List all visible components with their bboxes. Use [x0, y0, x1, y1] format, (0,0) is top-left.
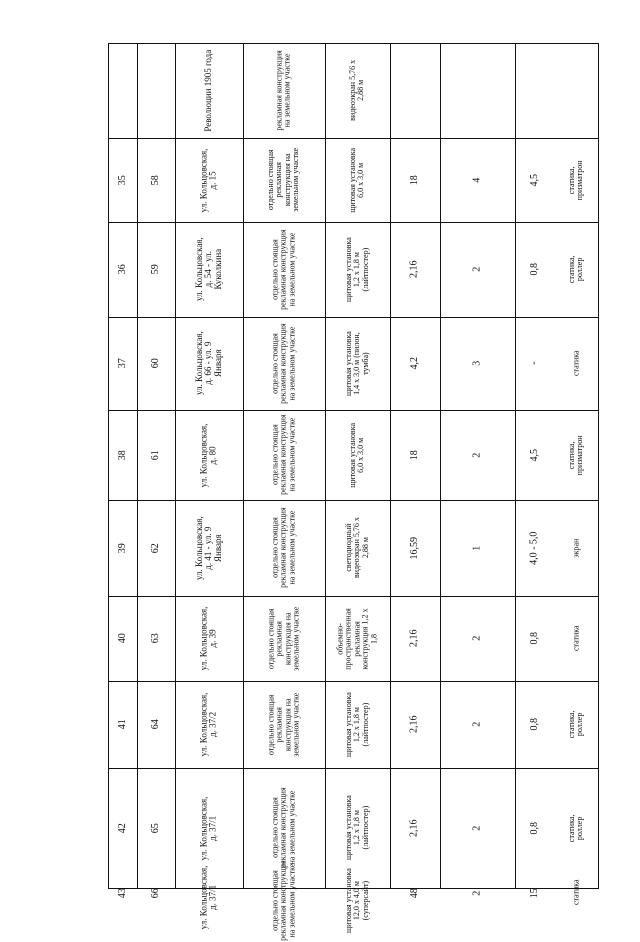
cell-text-n: 38 — [116, 450, 128, 460]
cell-text-details: щитовая установка 1,2 х 1,8 м (лайтпостер) — [343, 692, 370, 757]
cell-text-kind: экран — [571, 538, 581, 558]
cell-sides — [440, 596, 515, 681]
cell-text-n: 40 — [116, 633, 128, 644]
cell-text-reg: 61 — [149, 450, 161, 460]
cell-n — [108, 500, 137, 596]
cell-text-height: 15 — [528, 888, 540, 899]
cell-text-reg: 65 — [149, 823, 161, 833]
cell-text-area: 18 — [408, 175, 420, 185]
cell-text-details: объемно-пространственная рекламная конструкция 1,2 х 1,8 — [335, 607, 379, 670]
cell-type — [243, 860, 325, 941]
cell-text-details: щитовая установка 6,0 х 3,0 м — [348, 147, 366, 213]
cell-text-kind: статика, роллер — [567, 710, 585, 739]
cell-text-height: 0,8 — [528, 632, 540, 645]
cell-details — [325, 222, 390, 317]
cell-text-type: отдельно стоящая рекламная конструкция на земельном участке — [266, 606, 301, 671]
cell-text-type: отдельно стоящая рекламная конструкция на земельном участке — [266, 148, 301, 213]
cell-text-address: ул. Кольцовская, д. 37/1 — [198, 865, 218, 930]
cell-text-details: щитовая установка 6,0 х 3,0 м — [348, 422, 366, 488]
cell-sides — [440, 500, 515, 596]
cell-n — [108, 222, 137, 317]
cell-reg — [137, 596, 175, 681]
cell-text-height: - — [528, 361, 540, 366]
cell-area — [390, 888, 440, 899]
cell-details — [325, 681, 390, 768]
cell-text-kind: статика — [571, 879, 581, 905]
cell-n — [108, 768, 137, 888]
cell-area — [390, 410, 440, 500]
cell-details — [325, 138, 390, 222]
cell-text-type: отдельно стоящая рекламная конструкция на земельном участке — [270, 860, 297, 941]
cell-height — [515, 768, 555, 888]
cell-n — [108, 888, 137, 899]
cell-text-area: 18 — [408, 450, 420, 460]
cell-text-area: 2,16 — [408, 629, 420, 648]
cell-type — [243, 138, 325, 222]
header-type: рекламная конструкция на земельном участке — [274, 50, 292, 131]
cell-address — [175, 865, 243, 930]
cell-text-n: 42 — [116, 823, 128, 833]
cell-text-address: ул. Кольцовская, д. 41 - ул. 9 Января — [193, 516, 223, 580]
cell-text-details: щитовая установка 1,4 х 3,0 м (пилон, тумба) — [343, 331, 370, 396]
cell-type — [243, 681, 325, 768]
cell-details — [325, 500, 390, 596]
cell-text-height: 4,5 — [528, 173, 540, 187]
cell-area — [390, 317, 440, 410]
cell-reg — [137, 888, 175, 899]
cell-kind — [555, 317, 598, 410]
cell-text-area: 48 — [408, 888, 420, 899]
cell-address — [175, 410, 243, 500]
cell-text-sides: 2 — [471, 636, 483, 641]
cell-area — [390, 222, 440, 317]
cell-address — [175, 222, 243, 317]
cell-n — [108, 138, 137, 222]
cell-address — [175, 138, 243, 222]
cell-text-details: щитовая установка 1,2 х 1,8 м (лайтпостер) — [343, 795, 370, 861]
cell-sides — [440, 317, 515, 410]
cell-text-reg: 66 — [149, 888, 161, 899]
cell-sides — [440, 681, 515, 768]
cell-type — [243, 222, 325, 317]
cell-sides — [440, 222, 515, 317]
cell-text-address: ул. Кольцовская, д. 15 — [198, 148, 218, 212]
cell-text-area: 16,59 — [408, 536, 420, 560]
cell-text-n: 39 — [116, 543, 128, 553]
cell-text-n: 36 — [116, 264, 128, 275]
cell-address — [175, 596, 243, 681]
cell-text-reg: 64 — [149, 719, 161, 730]
cell-reg — [137, 768, 175, 888]
table-border-right — [598, 43, 599, 889]
cell-area — [390, 138, 440, 222]
cell-text-reg: 63 — [149, 633, 161, 644]
cell-sides — [440, 888, 515, 899]
cell-text-details: щитовая установка 1,2 х 1,8 м (лайтпостер) — [343, 237, 370, 302]
cell-type — [243, 596, 325, 681]
cell-reg — [137, 681, 175, 768]
cell-sides — [440, 768, 515, 888]
cell-text-address: ул. Кольцовская, д. 80 — [198, 423, 218, 487]
header-address: Революции 1905 года — [203, 49, 214, 132]
cell-n — [108, 596, 137, 681]
cell-area — [390, 596, 440, 681]
cell-text-sides: 2 — [471, 722, 483, 727]
cell-type — [243, 410, 325, 500]
header-address-cell — [175, 43, 243, 138]
cell-text-reg: 59 — [149, 264, 161, 275]
cell-height — [515, 410, 555, 500]
cell-address — [175, 681, 243, 768]
cell-area — [390, 500, 440, 596]
header-type-cell — [243, 43, 325, 138]
header-details-cell — [325, 43, 390, 138]
cell-reg — [137, 138, 175, 222]
cell-kind — [555, 681, 598, 768]
cell-text-sides: 2 — [471, 452, 483, 458]
cell-text-area: 4,2 — [408, 357, 420, 370]
cell-n — [108, 317, 137, 410]
cell-reg — [137, 500, 175, 596]
cell-sides — [440, 410, 515, 500]
cell-text-area: 2,16 — [408, 715, 420, 734]
cell-text-area: 2,16 — [408, 260, 420, 279]
cell-text-details: щитовая установка 12,0 х 4,0 м (суперсайт) — [343, 868, 370, 933]
cell-text-reg: 58 — [149, 175, 161, 185]
cell-text-type: отдельно стоящая рекламная конструкция на земельном участке — [270, 787, 297, 869]
cell-height — [515, 888, 555, 899]
cell-address — [175, 317, 243, 410]
cell-text-details: светодиодный видеоэкран 5,76 х 2,88 м — [343, 517, 370, 579]
cell-height — [515, 222, 555, 317]
cell-text-kind: статика, роллер — [567, 255, 585, 284]
cell-kind — [555, 768, 598, 888]
cell-height — [515, 317, 555, 410]
cell-text-type: отдельно стоящая рекламная конструкция на земельном участке — [270, 414, 297, 496]
cell-text-address: ул. Кольцовская, д. 39 — [198, 606, 218, 671]
cell-kind — [555, 222, 598, 317]
cell-text-kind: статика, призматрон — [567, 435, 585, 475]
cell-text-type: отдельно стоящая рекламная конструкция на земельном участке — [266, 692, 301, 757]
cell-n — [108, 410, 137, 500]
cell-text-height: 4,0 - 5,0 — [528, 531, 540, 565]
cell-text-address: ул. Кольцовская, д. 37/1 — [198, 796, 218, 860]
cell-text-kind: статика, призматрон — [567, 160, 585, 200]
cell-text-address: ул. Кольцовская, д. 37/2 — [198, 692, 218, 757]
cell-text-area: 2,16 — [408, 819, 420, 837]
cell-text-sides: 3 — [471, 361, 483, 366]
cell-height — [515, 138, 555, 222]
cell-text-sides: 2 — [471, 267, 483, 272]
cell-text-n: 35 — [116, 175, 128, 185]
cell-details — [325, 596, 390, 681]
header-details: видеоэкран 5,76 х 2,88 м — [348, 60, 366, 121]
cell-text-kind: статика — [571, 625, 581, 652]
cell-kind — [555, 596, 598, 681]
cell-kind — [555, 500, 598, 596]
cell-kind — [555, 410, 598, 500]
cell-height — [515, 500, 555, 596]
cell-text-kind: статика — [571, 350, 581, 377]
cell-text-type: отдельно стоящая рекламная конструкция на земельном участке — [270, 229, 297, 310]
cell-type — [243, 317, 325, 410]
cell-text-sides: 2 — [471, 825, 483, 831]
cell-reg — [137, 410, 175, 500]
cell-text-type: отдельно стоящая рекламная конструкция на земельном участке — [270, 323, 297, 404]
cell-text-reg: 60 — [149, 358, 161, 369]
cell-text-height: 4,5 — [528, 448, 540, 462]
cell-sides — [440, 138, 515, 222]
cell-text-kind: статика, роллер — [567, 814, 585, 842]
cell-height — [515, 596, 555, 681]
cell-reg — [137, 222, 175, 317]
cell-text-n: 37 — [116, 358, 128, 369]
cell-details — [325, 317, 390, 410]
cell-area — [390, 681, 440, 768]
cell-area — [390, 768, 440, 888]
cell-reg — [137, 317, 175, 410]
cell-type — [243, 500, 325, 596]
cell-kind — [555, 879, 598, 905]
cell-text-reg: 62 — [149, 543, 161, 553]
cell-text-height: 0,8 — [528, 718, 540, 731]
cell-address — [175, 500, 243, 596]
cell-text-height: 0,8 — [528, 263, 540, 276]
cell-text-n: 43 — [116, 888, 128, 899]
cell-text-address: ул. Кольцовская, д. 54 - ул. Куколкина — [193, 237, 223, 302]
cell-text-sides: 2 — [471, 890, 483, 896]
cell-details — [325, 410, 390, 500]
cell-n — [108, 681, 137, 768]
cell-details — [325, 868, 390, 933]
cell-text-type: отдельно стоящая рекламная конструкция на земельном участке — [270, 507, 297, 589]
cell-text-sides: 1 — [471, 545, 483, 551]
cell-text-n: 41 — [116, 719, 128, 730]
cell-text-sides: 4 — [471, 177, 483, 183]
cell-text-height: 0,8 — [528, 821, 540, 835]
cell-height — [515, 681, 555, 768]
cell-kind — [555, 138, 598, 222]
cell-text-address: ул. Кольцовская, д. 66 - ул. 9 Января — [193, 331, 223, 396]
